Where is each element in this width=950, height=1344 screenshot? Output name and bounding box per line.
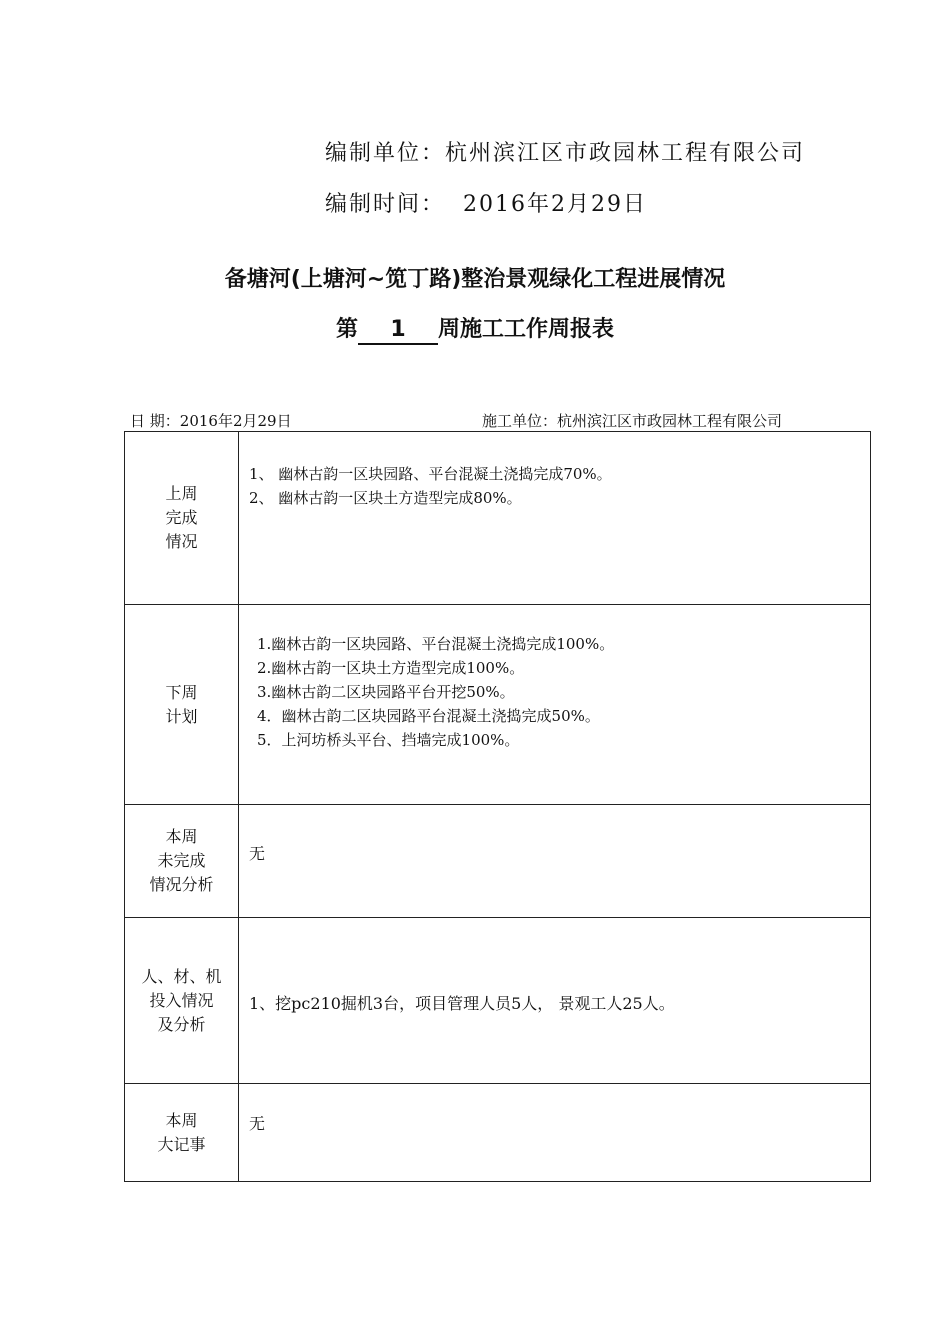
- compiler-unit-value: 杭州滨江区市政园林工程有限公司: [445, 141, 806, 166]
- week-prefix: 第: [335, 317, 358, 342]
- last-week-item: 1、 幽林古韵一区块园路、平台混凝土浇捣完成70%。: [249, 465, 612, 483]
- construction-unit-label: 施工单位：: [482, 412, 558, 430]
- content-events: [239, 1084, 871, 1182]
- compile-time-label: 编制时间：: [325, 192, 446, 217]
- compiler-unit: [325, 136, 805, 167]
- next-week-item: 2.幽林古韵一区块土方造型完成100%。: [257, 659, 525, 677]
- content-last-week: [239, 432, 871, 605]
- next-week-item: 5．上河坊桥头平台、挡墙完成100%。: [257, 731, 520, 749]
- content-unfinished: [239, 805, 871, 918]
- content-resources: [239, 918, 871, 1084]
- unfinished-text: 无: [249, 844, 266, 863]
- row-unfinished: [125, 805, 871, 918]
- row-events: [125, 1084, 871, 1182]
- label-unfinished: 本周 未完成 情况分析: [125, 805, 239, 918]
- compile-time-value: 2016年2月29日: [463, 192, 647, 217]
- compile-time: [325, 187, 647, 218]
- next-week-item: 3.幽林古韵二区块园路平台开挖50%。: [257, 683, 515, 701]
- next-week-item: 1.幽林古韵一区块园路、平台混凝土浇捣完成100%。: [257, 635, 615, 653]
- report-date-value: 2016年2月29日: [179, 412, 292, 430]
- report-date: [130, 410, 292, 431]
- compiler-unit-label: 编制单位：: [325, 141, 446, 166]
- resources-text: 1、挖pc210掘机3台，项目管理人员5人， 景观工人25人。: [249, 994, 675, 1013]
- construction-unit-value: 杭州滨江区市政园林工程有限公司: [557, 412, 783, 430]
- label-resources: 人、材、机 投入情况 及分析: [125, 918, 239, 1084]
- week-suffix: 周施工工作周报表: [438, 317, 615, 342]
- last-week-item: 2、 幽林古韵一区块土方造型完成80%。: [249, 489, 522, 507]
- construction-unit: [482, 410, 782, 431]
- week-number: 1: [358, 317, 438, 345]
- label-events: 本周 大记事: [125, 1084, 239, 1182]
- label-last-week: 上周 完成 情况: [125, 432, 239, 605]
- events-text: 无: [249, 1114, 266, 1133]
- row-next-week: [125, 605, 871, 805]
- report-title: 备塘河(上塘河~笕丁路)整治景观绿化工程进展情况: [224, 267, 726, 292]
- weekly-report-table: [124, 431, 871, 1182]
- row-resources: [125, 918, 871, 1084]
- content-next-week: [239, 605, 871, 805]
- label-next-week: 下周 计划: [125, 605, 239, 805]
- row-last-week: [125, 432, 871, 605]
- next-week-item: 4．幽林古韵二区块园路平台混凝土浇捣完成50%。: [257, 707, 600, 725]
- week-title: [0, 312, 950, 345]
- report-date-label: 日 期：: [130, 412, 180, 430]
